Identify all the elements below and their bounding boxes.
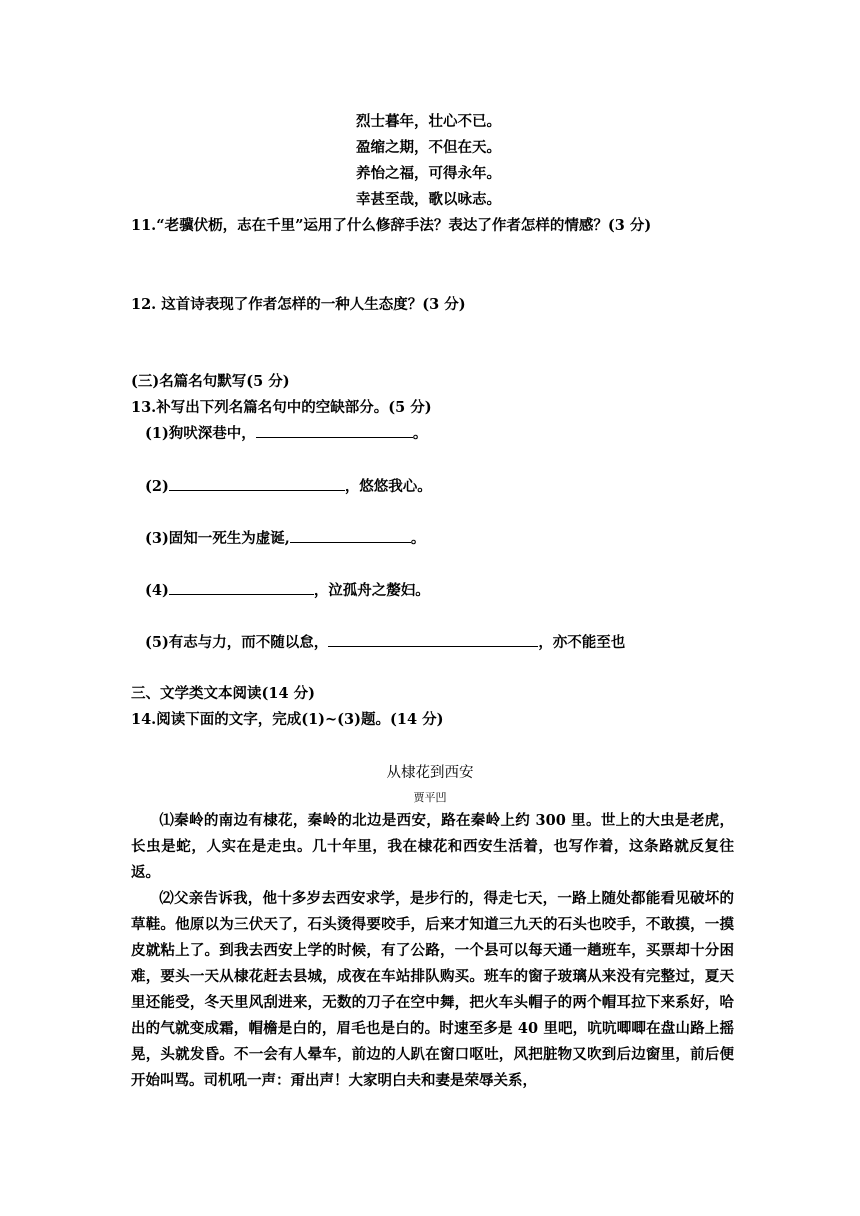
article-title: 从棣花到西安 — [386, 765, 474, 781]
fill-prefix: (4) — [145, 582, 169, 599]
section-heading: (三)名篇名句默写(5 分) — [131, 373, 290, 390]
fill-item-1 — [145, 422, 427, 443]
fill-prefix: (5)有志与力，而不随以怠， — [145, 634, 329, 651]
fill-suffix: ，悠悠我心。 — [344, 478, 432, 495]
article-author: 贾平凹 — [413, 791, 447, 804]
answer-blank[interactable] — [328, 632, 538, 647]
paragraph-text: ⑵父亲告诉我，他十多岁去西安求学，是步行的，得走七天，一路上随处都能看见破坏的草鞋。他原以为三伏天了，石头烫得要咬手，后来才知道三九天的石头也咬手，不敢摸，一摸皮就粘上了。到我去西安上学的时候，有了公路，一个县可以每天通一趟班车，买票却十分困难，要头一天从棣花赶去县城，成夜在车站排队购买。班车的窗子玻璃从来没有完整过，夏天里还能受，冬天里风刮进来，无数的刀子在空中舞，把火车头帽子的两个帽耳拉下来系好，哈出的气就变成霜，帽檐是白的，眉毛也是白的。时速至多是 40 里吧，吭吭唧唧在盘山路上摇晃，头就发昏。不一会有人晕车，前边的人趴在窗口呕吐，风把脏物又吹到后边窗里，前后便开始叫骂。司机吼一声：甭出声！大家明白夫和妻是荣辱关系， — [131, 890, 734, 1089]
question-13: 13.补写出下列名篇名句中的空缺部分。(5 分) — [131, 399, 432, 416]
fill-item-2 — [145, 475, 432, 496]
answer-blank[interactable] — [256, 423, 413, 438]
part-heading: 三、文学类文本阅读(14 分) — [131, 685, 315, 702]
question-14: 14.阅读下面的文字，完成(1)~(3)题。(14 分) — [131, 711, 444, 728]
poem-line: 养怡之福，可得永年。 — [356, 165, 501, 182]
answer-blank[interactable] — [169, 476, 345, 491]
article-paragraph-1 — [131, 808, 734, 886]
fill-suffix: ，泣孤舟之嫠妇。 — [313, 582, 430, 599]
answer-blank[interactable] — [290, 528, 411, 543]
fill-item-4 — [145, 579, 430, 600]
fill-prefix: (2) — [145, 478, 169, 495]
paragraph-text: ⑴秦岭的南边有棣花，秦岭的北边是西安，路在秦岭上约 300 里。世上的大虫是老虎，长虫是蛇，人实在是走虫。几十年里，我在棣花和西安生活着，也写作着，这条路就反复往返。 — [131, 812, 734, 881]
fill-prefix: (3)固知一死生为虚诞, — [145, 530, 290, 547]
question-12: 12. 这首诗表现了作者怎样的一种人生态度？(3 分) — [131, 296, 466, 313]
poem-line: 盈缩之期，不但在天。 — [356, 139, 501, 156]
fill-item-3 — [145, 527, 425, 548]
article-paragraph-2 — [131, 886, 734, 1094]
answer-blank[interactable] — [169, 580, 314, 595]
question-11: 11.“老骥伏枥，志在千里”运用了什么修辞手法？表达了作者怎样的情感？(3 分) — [131, 217, 652, 234]
fill-item-5 — [145, 631, 625, 652]
fill-prefix: (1)狗吠深巷中， — [145, 425, 256, 442]
poem-line: 烈士暮年，壮心不已。 — [356, 113, 501, 130]
fill-suffix: 。 — [410, 530, 426, 547]
fill-suffix: 。 — [412, 425, 428, 442]
fill-suffix: ，亦不能至也 — [538, 634, 626, 651]
poem-line: 幸甚至哉，歌以咏志。 — [356, 191, 501, 208]
